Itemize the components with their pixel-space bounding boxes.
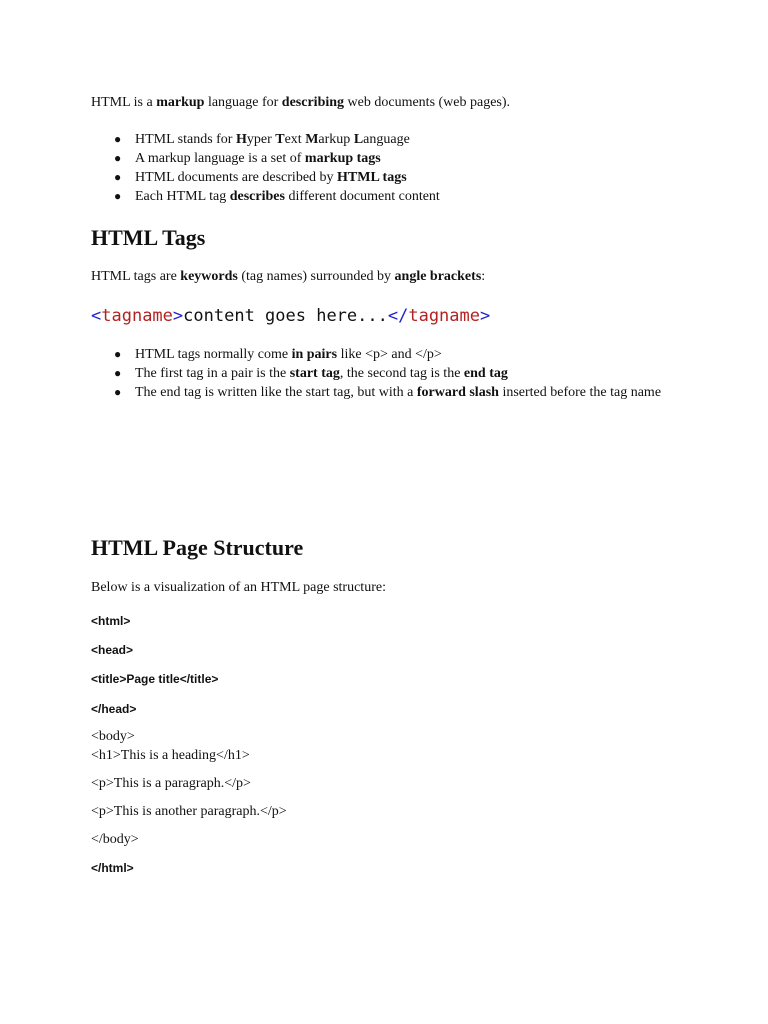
html-tags-heading: HTML Tags [91,225,206,250]
tags-bullet-list [114,345,675,402]
intro-bold-describing: describing [281,95,345,110]
bullet-text: different document content [284,189,440,204]
code-example [91,305,490,327]
page-structure-heading: HTML Page Structure [91,535,304,560]
bullet-icon: ● [114,366,122,380]
bullet-bold: L [353,132,364,147]
list-item [114,364,675,383]
code-open-lt: < [91,306,102,326]
bullet-bold: markup tags [304,151,381,166]
intro-text-2: language for [204,95,282,110]
bullet-icon: ● [114,170,122,184]
bullet-bold: describes [229,189,285,204]
structure-line-p1: <p>This is a paragraph.</p> [91,776,251,791]
list-item [114,187,440,206]
bullet-bold: T [275,132,285,147]
bullet-text: arkup [318,132,354,147]
code-content: content goes here... [183,306,388,326]
structure-line-html-open: <html> [91,614,131,628]
structure-line-p2: <p>This is another paragraph.</p> [91,804,287,819]
intro-paragraph [91,94,510,112]
structure-line-title: <title>Page title</title> [91,672,219,686]
bullet-text: anguage [363,132,410,147]
bullet-text: A markup language is a set of [135,151,305,166]
code-close-gt: > [480,306,491,326]
bullet-icon: ● [114,385,122,399]
bullet-bold: forward slash [416,385,499,400]
structure-line-body-open: <body> [91,729,135,744]
bullet-text: Each HTML tag [135,189,230,204]
para-text: HTML tags are [91,269,181,284]
list-item [114,345,675,364]
intro-text-3: web documents (web pages). [344,95,511,110]
bullet-text: HTML stands for [135,132,236,147]
bullet-text: HTML tags normally come [135,347,292,362]
tags-paragraph [91,268,485,286]
bullet-text: ext [284,132,306,147]
code-open-gt: > [172,306,184,326]
bullet-icon: ● [114,347,122,361]
bullet-text: The end tag is written like the start tag, but with a [135,385,417,400]
bullet-icon: ● [114,151,122,165]
bullet-icon: ● [114,189,122,203]
bullet-text: yper [246,132,276,147]
bullet-bold: HTML tags [337,170,407,185]
code-close-tagname: tagname [408,306,480,326]
structure-line-html-close: </html> [91,861,134,875]
list-item [114,383,675,402]
bullet-text: The first tag in a pair is the [135,366,290,381]
code-open-tagname: tagname [101,306,173,326]
list-item [114,168,440,187]
para-text: (tag names) surrounded by [237,269,395,284]
bullet-bold: H [235,132,247,147]
bullet-bold: in pairs [291,347,338,362]
code-close-lt: </ [387,306,409,326]
list-item [114,149,440,168]
para-text: : [481,269,486,284]
bullet-bold: start tag [289,366,340,381]
bullet-bold: end tag [463,366,508,381]
structure-paragraph: Below is a visualization of an HTML page structure: [91,580,386,595]
para-bold-angle-brackets: angle brackets [394,269,482,284]
intro-bullet-list [114,130,440,206]
structure-line-body-close: </body> [91,832,139,847]
bullet-text: like <p> and </p> [337,347,442,362]
bullet-bold: M [305,132,319,147]
structure-line-h1: <h1>This is a heading</h1> [91,748,250,763]
list-item [114,130,440,149]
bullet-text: inserted before the tag name [498,385,662,400]
bullet-icon: ● [114,132,122,146]
bullet-text: , the second tag is the [339,366,464,381]
intro-text-1: HTML is a [91,95,157,110]
structure-line-head-close: </head> [91,702,137,716]
structure-line-head-open: <head> [91,643,134,657]
bullet-text: HTML documents are described by [135,170,338,185]
intro-bold-markup: markup [156,95,205,110]
para-bold-keywords: keywords [180,269,238,284]
